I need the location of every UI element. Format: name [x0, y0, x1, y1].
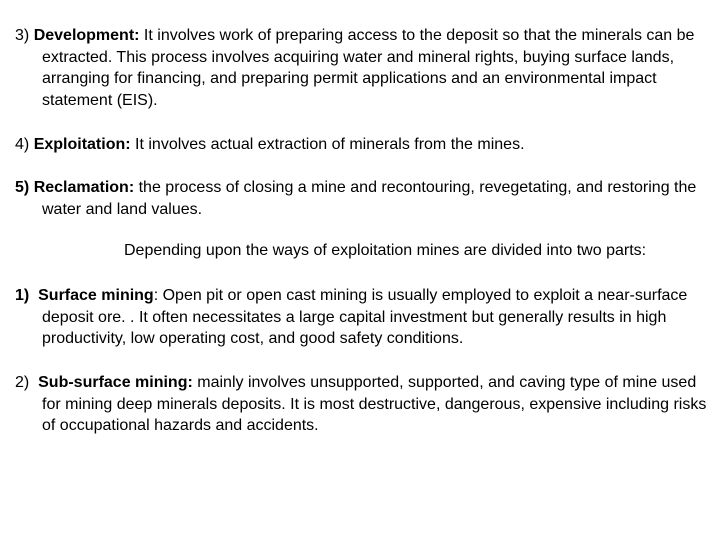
surface-mining-term: Surface mining — [38, 287, 154, 304]
mine-types-intro: Depending upon the ways of exploitation mines are divided into two parts: — [124, 242, 647, 259]
exploitation-text: It involves actual extraction of minerals from the mines. — [130, 136, 525, 153]
development-paragraph — [15, 25, 715, 111]
subsurface-mining-paragraph — [15, 372, 715, 437]
item-number: 5) — [15, 179, 30, 196]
subsurface-mining-term: Sub-surface mining: — [38, 374, 193, 391]
item-number: 1) — [15, 287, 30, 304]
exploitation-term: Exploitation: — [33, 136, 131, 153]
subsurface-mining-text: mainly involves unsupported, supported, and caving type of mine used for mining deep minerals deposits. It is most destructive, dangerous, expensive including risks of occupational hazards and accidents. — [42, 374, 707, 434]
item-number: 2) — [15, 374, 30, 391]
reclamation-text: the process of closing a mine and recontouring, revegetating, and restoring the water and land values. — [42, 179, 697, 218]
reclamation-paragraph — [15, 177, 715, 220]
surface-mining-paragraph — [15, 285, 715, 350]
item-number: 4) — [15, 136, 30, 153]
exploitation-paragraph — [15, 134, 715, 156]
reclamation-term: Reclamation: — [33, 179, 135, 196]
item-number: 3) — [15, 27, 30, 44]
surface-mining-text: : Open pit or open cast mining is usually employed to exploit a near-surface deposit ore. . It often necessitates a large capital investment but generally results in high productivity, low operating cost, and good safety conditions. — [42, 287, 688, 347]
development-text: It involves work of preparing access to the deposit so that the minerals can be extracted. This process involves acquiring water and mineral rights, buying surface lands, arranging for financing, and preparing permit applications and an environmental impact statement (EIS). — [42, 27, 695, 109]
development-term: Development: — [33, 27, 140, 44]
